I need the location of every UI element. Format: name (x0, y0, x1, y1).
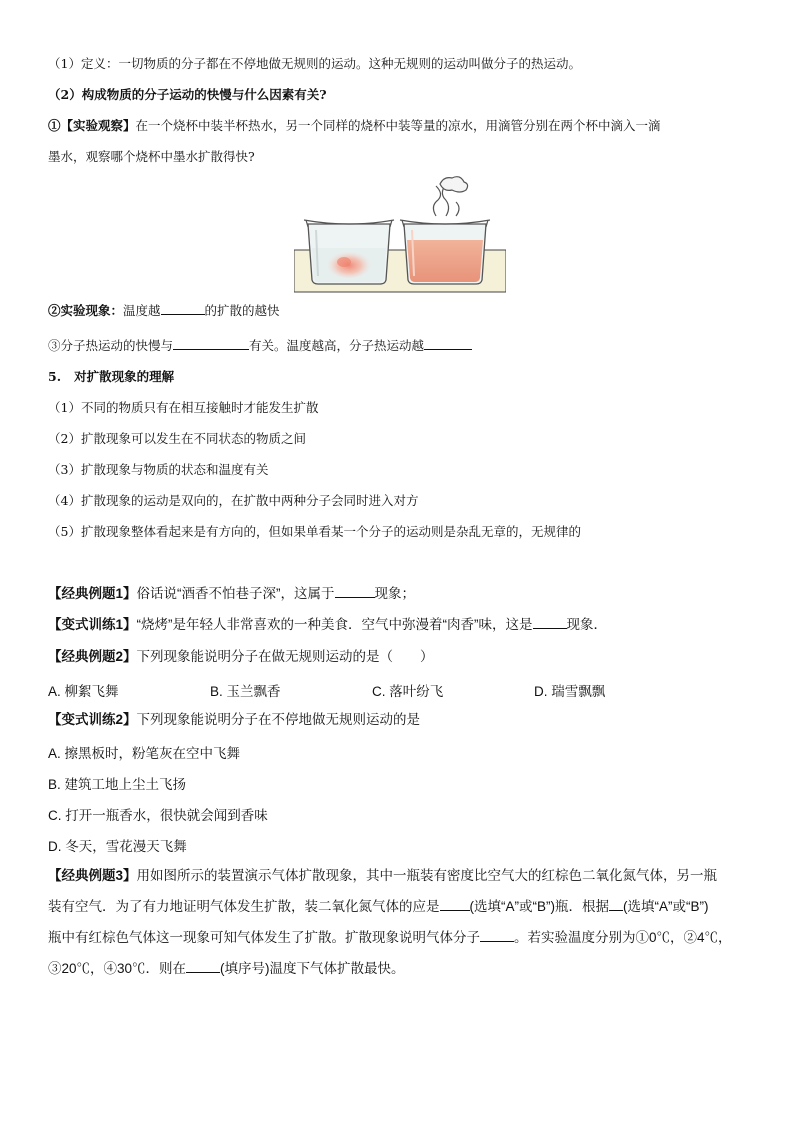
diffusion-point: （4）扩散现象的运动是双向的，在扩散中两种分子会同时进入对方 (48, 493, 419, 508)
experiment-observation-cont: 墨水，观察哪个烧杯中墨水扩散得快? (48, 149, 255, 164)
example-tag: 【经典例题3】 (48, 868, 137, 883)
example-2 (48, 648, 434, 666)
section-5-heading (48, 368, 174, 386)
example-1 (48, 585, 415, 603)
diffusion-point: （3）扩散现象与物质的状态和温度有关 (48, 462, 269, 477)
phenomenon-label: ②实验现象： (48, 303, 124, 318)
example-3-text: 瓶中有红棕色气体这一现象可知气体发生了扩散。扩散现象说明气体分子 (48, 930, 480, 945)
example-3-line-4 (48, 960, 405, 978)
experiment-observation-text: 在一个烧杯中装半杯热水，另一个同样的烧杯中装等量的凉水，用滴管分别在两个杯中滴入一滴 (135, 118, 661, 133)
option-c[interactable]: C. 打开一瓶香水，很快就会闻到香味 (48, 808, 268, 823)
example-3-line-3 (48, 929, 732, 947)
example-3-text: (选填“A”或“B”)瓶．根据 (469, 899, 609, 914)
section-number: 5. (48, 369, 62, 384)
experiment-observation-label: 【实验观察】 (60, 118, 136, 133)
variant-1-text-b: 现象． (566, 617, 607, 632)
example-1-text-b: 现象； (374, 586, 416, 601)
option-b[interactable]: B. 玉兰飘香 (210, 684, 281, 699)
variant-1-text-a: “烧烤”是年轻人非常喜欢的一种美食．空气中弥漫着“肉香”味，这是 (136, 617, 533, 632)
variant-tag: 【变式训练1】 (48, 617, 137, 632)
option-a[interactable]: A. 柳絮飞舞 (48, 684, 119, 699)
blank-field[interactable] (424, 337, 472, 350)
example-tag: 【经典例题1】 (48, 586, 137, 601)
hot-water-beaker (400, 177, 490, 284)
blank-field[interactable] (173, 337, 249, 350)
cold-water-beaker (304, 220, 394, 284)
example-3-text: (填序号)温度下气体扩散最快。 (220, 961, 405, 976)
option-b[interactable]: B. 建筑工地上尘土飞扬 (48, 777, 187, 792)
factor-text-b: 有关。温度越高，分子热运动越 (249, 338, 425, 353)
diffusion-point: （5）扩散现象整体看起来是有方向的，但如果单看某一个分子的运动则是杂乱无章的，无规律的 (48, 524, 581, 539)
blank-field[interactable] (533, 616, 567, 629)
blank-field[interactable] (335, 585, 375, 598)
option-d[interactable]: D. 瑞雪飘飘 (534, 684, 606, 699)
factor-text-a: ③分子热运动的快慢与 (48, 338, 174, 353)
variant-2-question: 下列现象能说明分子在不停地做无规则运动的是 (136, 712, 421, 727)
experiment-phenomenon (48, 302, 280, 320)
experiment-observation (48, 117, 661, 135)
example-3-text: (选填“A”或“B”) (622, 899, 709, 914)
example-3-line-2 (48, 898, 708, 916)
blank-field[interactable] (440, 898, 470, 911)
blank-field[interactable] (480, 929, 514, 942)
blank-field[interactable] (609, 898, 623, 911)
beaker-illustration (294, 172, 506, 296)
option-d[interactable]: D. 冬天，雪花漫天飞舞 (48, 839, 187, 854)
option-c[interactable]: C. 落叶纷飞 (372, 684, 444, 699)
circled-number: ① (48, 118, 61, 133)
option-a[interactable]: A. 擦黑板时，粉笔灰在空中飞舞 (48, 746, 241, 761)
blank-field[interactable] (186, 960, 220, 973)
example-3-text: 。若实验温度分别为①0℃，②4℃， (514, 930, 732, 945)
example-3-text: ③20℃，④30℃．则在 (48, 961, 187, 976)
variant-2 (48, 711, 420, 729)
example-tag: 【经典例题2】 (48, 649, 137, 664)
section-title: 对扩散现象的理解 (74, 369, 175, 384)
phenomenon-text-b: 的扩散的越快 (204, 303, 280, 318)
example-3-text: 用如图所示的装置演示气体扩散现象，其中一瓶装有密度比空气大的红棕色二氧化氮气体，另一瓶 (136, 868, 718, 883)
question-2: （2）构成物质的分子运动的快慢与什么因素有关? (48, 87, 327, 102)
steam-icon (433, 177, 467, 216)
phenomenon-text-a: 温度越 (123, 303, 161, 318)
definition-line: （1）定义：一切物质的分子都在不停地做无规则的运动。这种无规则的运动叫做分子的热运动。 (48, 56, 581, 71)
variant-1 (48, 616, 607, 634)
example-3-line-1 (48, 867, 717, 885)
example-3-text: 装有空气．为了有力地证明气体发生扩散，装二氧化氮气体的应是 (48, 899, 440, 914)
blank-field[interactable] (161, 302, 205, 315)
motion-factor (48, 337, 472, 355)
diffusion-point: （2）扩散现象可以发生在不同状态的物质之间 (48, 431, 306, 446)
variant-tag: 【变式训练2】 (48, 712, 137, 727)
diffusion-point: （1）不同的物质只有在相互接触时才能发生扩散 (48, 400, 319, 415)
example-1-text-a: 俗话说“酒香不怕巷子深”，这属于 (136, 586, 335, 601)
example-2-question: 下列现象能说明分子在做无规则运动的是（ ） (136, 649, 434, 664)
